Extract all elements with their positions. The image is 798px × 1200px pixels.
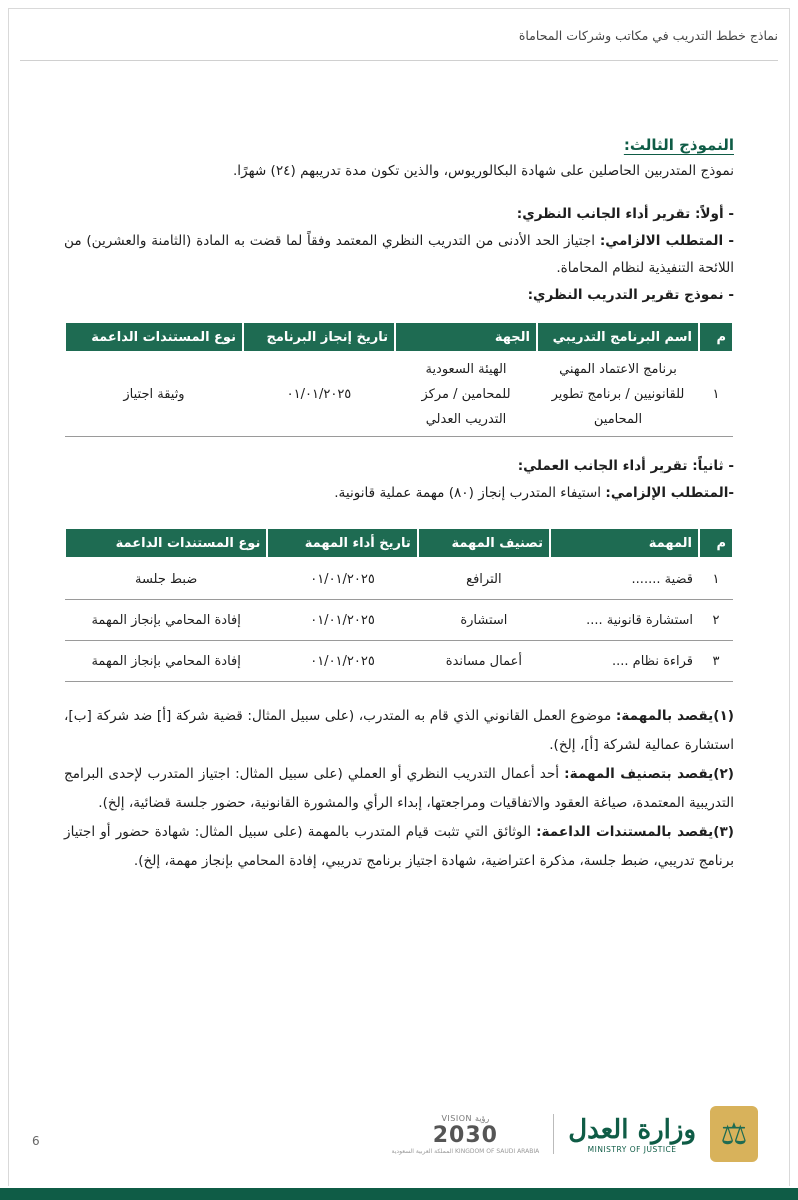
col-index: م <box>699 528 733 558</box>
row-category: أعمال مساندة <box>418 641 550 682</box>
row-date: ٠١/٠١/٢٠٢٥ <box>267 641 417 682</box>
model-title: النموذج الثالث: <box>623 136 734 154</box>
footnotes <box>64 702 734 876</box>
ministry-name-ar: وزارة العدل <box>568 1114 696 1145</box>
part2-requirement-label: -المتطلب الإلزامي: <box>605 485 734 501</box>
footnote-1 <box>64 702 734 760</box>
header-rule <box>20 60 778 61</box>
col-entity: الجهة <box>395 322 537 352</box>
row-category: استشارة <box>418 600 550 641</box>
table-header-row <box>65 322 733 352</box>
row-date: ٠١/٠١/٢٠٢٥ <box>267 600 417 641</box>
part1-requirement-text: اجتياز الحد الأدنى من التدريب النظري المعتمد وفقاً لما قضت به المادة (الثامنة والعشرين) من اللائحة التنفيذية لنظام المحاماة. <box>64 233 734 276</box>
vision-2030-logo <box>392 1114 540 1155</box>
footnote-label: (٢)يقصد بتصنيف المهمة: <box>564 766 734 782</box>
row-task: استشارة قانونية .... <box>550 600 699 641</box>
col-docs: نوع المستندات الداعمة <box>65 322 243 352</box>
row-docs: إفادة المحامي بإنجاز المهمة <box>65 641 267 682</box>
row-program: برنامج الاعتماد المهني للقانونيين / برنامج تطوير المحامين <box>537 352 699 437</box>
table-row <box>65 558 733 600</box>
vision-country: المملكة العربية السعودية KINGDOM OF SAUDI ARABIA <box>391 1147 540 1155</box>
table-header-row <box>65 528 733 558</box>
page-content <box>64 136 734 876</box>
theoretical-training-table <box>64 321 734 437</box>
col-date: تاريخ إنجاز البرنامج <box>243 322 395 352</box>
row-index: ٣ <box>699 641 733 682</box>
footer-logos <box>392 1104 758 1164</box>
col-task: المهمة <box>550 528 699 558</box>
col-program: اسم البرنامج التدريبي <box>537 322 699 352</box>
col-index: م <box>699 322 733 352</box>
logo-divider <box>553 1114 554 1154</box>
row-date: ٠١/٠١/٢٠٢٥ <box>243 352 395 437</box>
footnote-label: (٣)يقصد بالمستندات الداعمة: <box>536 824 734 840</box>
footnote-text: أحد أعمال التدريب النظري أو العملي (على سبيل المثال: اجتياز المتدرب لإحدى البرامج التدريبية المعتمدة، صياغة العقود والاتفاقيات ومراجعتها، إبداء الرأي والمشورة القانونية، حضور جلسة قضائية، إلخ). <box>64 766 734 811</box>
part2-requirement <box>64 480 734 507</box>
row-index: ١ <box>699 352 733 437</box>
footnote-text: الوثائق التي تثبت قيام المتدرب بالمهمة (على سبيل المثال: شهادة حضور أو اجتياز برنامج تدريبي، ضبط جلسة، مذكرة اعتراضية، شهادة اجتياز برنامج تدريبي، إفادة المحامي بإنجاز مهمة، إلخ). <box>64 824 734 869</box>
footnote-label: (١)يقصد بالمهمة: <box>615 708 734 724</box>
ministry-name-en: MINISTRY OF JUSTICE <box>587 1144 677 1154</box>
bottom-bar <box>0 1188 798 1200</box>
page-number: 6 <box>32 1134 40 1148</box>
model-description: نموذج المتدربين الحاصلين على شهادة البكالوريوس، والذين تكون مدة تدريبهم (٢٤) شهرًا. <box>232 163 734 179</box>
part1-heading: - أولاً: تقرير أداء الجانب النظري: <box>516 206 734 222</box>
part2-heading: - ثانياً: تقرير أداء الجانب العملي: <box>517 458 734 474</box>
row-date: ٠١/٠١/٢٠٢٥ <box>267 558 417 600</box>
row-task: قضية ....... <box>550 558 699 600</box>
col-date: تاريخ أداء المهمة <box>267 528 417 558</box>
row-docs: ضبط جلسة <box>65 558 267 600</box>
vision-year: 2030 <box>432 1122 498 1148</box>
row-entity: الهيئة السعودية للمحامين / مركز التدريب العدلي <box>395 352 537 437</box>
practical-tasks-table <box>64 527 734 682</box>
palm-swords-emblem-icon: ⚖ <box>710 1106 758 1162</box>
ministry-logo <box>568 1115 696 1154</box>
part1-requirement-label: - المتطلب الالزامي: <box>599 233 734 249</box>
vision-label: VISION رؤية <box>441 1113 490 1123</box>
part2-requirement-text: استيفاء المتدرب إنجاز (٨٠) مهمة عملية قانونية. <box>334 485 606 501</box>
row-docs: إفادة المحامي بإنجاز المهمة <box>65 600 267 641</box>
row-index: ٢ <box>699 600 733 641</box>
table-row <box>65 641 733 682</box>
row-docs: وثيقة اجتياز <box>65 352 243 437</box>
col-docs: نوع المستندات الداعمة <box>65 528 267 558</box>
row-index: ١ <box>699 558 733 600</box>
running-header: نماذج خطط التدريب في مكاتب وشركات المحاماة <box>518 28 778 43</box>
table-row <box>65 352 733 437</box>
part1-requirement <box>64 228 734 282</box>
footnote-text: موضوع العمل القانوني الذي قام به المتدرب، (على سبيل المثال: قضية شركة [أ] ضد شركة [ب]، استشارة عمالية لشركة [أ]، إلخ). <box>64 708 734 753</box>
footnote-3 <box>64 818 734 876</box>
row-category: الترافع <box>418 558 550 600</box>
footnote-2 <box>64 760 734 818</box>
part1-table-heading: - نموذج تقرير التدريب النظري: <box>527 287 734 303</box>
row-task: قراءة نظام .... <box>550 641 699 682</box>
col-category: تصنيف المهمة <box>418 528 550 558</box>
table-row <box>65 600 733 641</box>
